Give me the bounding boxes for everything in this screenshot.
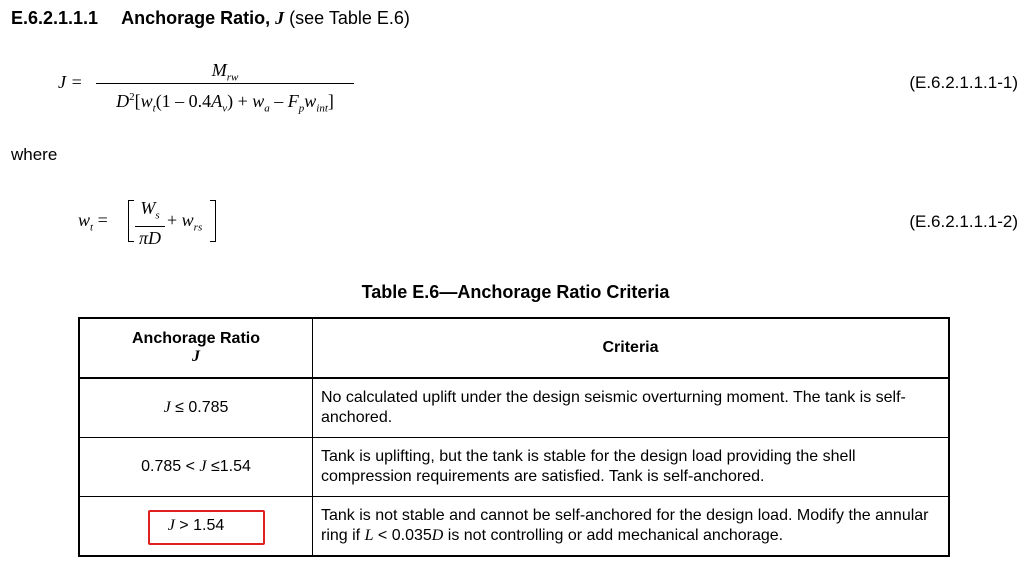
ratio-cell: J ≤ 0.785 xyxy=(79,378,313,438)
equation2-numerator: $W_s$ xyxy=(135,198,165,227)
table-row xyxy=(79,378,949,438)
criteria-cell: Tank is uplifting, but the tank is stable for the design load providing the shell compression requirements are satisfied. Tank is self-anchored. xyxy=(313,438,950,497)
equation2-number: (E.6.2.1.1.1-2) xyxy=(909,212,1018,231)
equation1-numerator: $M_{rw}$ xyxy=(96,58,354,84)
header-anchorage-ratio: Anchorage Ratio J xyxy=(79,318,313,378)
section-number: E.6.2.1.1.1 xyxy=(11,8,99,28)
equation1-number: (E.6.2.1.1.1-1) xyxy=(909,73,1018,92)
equation2-fraction xyxy=(135,198,165,249)
equation1-denominator: $D^2[w_t(1 - 0.4A_v) + w_a - F_pw_{int}]$ xyxy=(116,91,334,115)
criteria-cell: No calculated uplift under the design seismic overturning moment. The tank is self-anchored. xyxy=(313,378,950,438)
where-label: where xyxy=(11,145,58,164)
table-caption: Table E.6—Anchorage Ratio Criteria xyxy=(361,282,670,302)
equation2-denominator: πD xyxy=(138,227,162,248)
equation2-plus-term: + $w_{rs}$ xyxy=(167,210,203,234)
table-reference-link: (see Table E.6) xyxy=(289,8,410,28)
section-symbol: J xyxy=(275,8,285,28)
equation1-lhs: J = xyxy=(58,72,83,92)
ratio-cell: 0.785 < J ≤1.54 xyxy=(79,438,313,497)
section-heading xyxy=(11,8,410,29)
header-criteria: Criteria xyxy=(313,318,950,378)
equation2-lhs: $w_t$ = xyxy=(78,210,108,234)
ratio-cell: J > 1.54 xyxy=(79,497,313,557)
table-row xyxy=(79,438,949,497)
table-header-row xyxy=(79,318,949,378)
equation1-fraction xyxy=(96,58,354,122)
criteria-cell: Tank is not stable and cannot be self-anchored for the design load. Modify the annular ring if L < 0.035D is not controlling or add mechanical anchorage. xyxy=(313,497,950,557)
section-title: Anchorage Ratio, xyxy=(121,8,271,28)
highlight-annotation-box xyxy=(148,510,265,545)
